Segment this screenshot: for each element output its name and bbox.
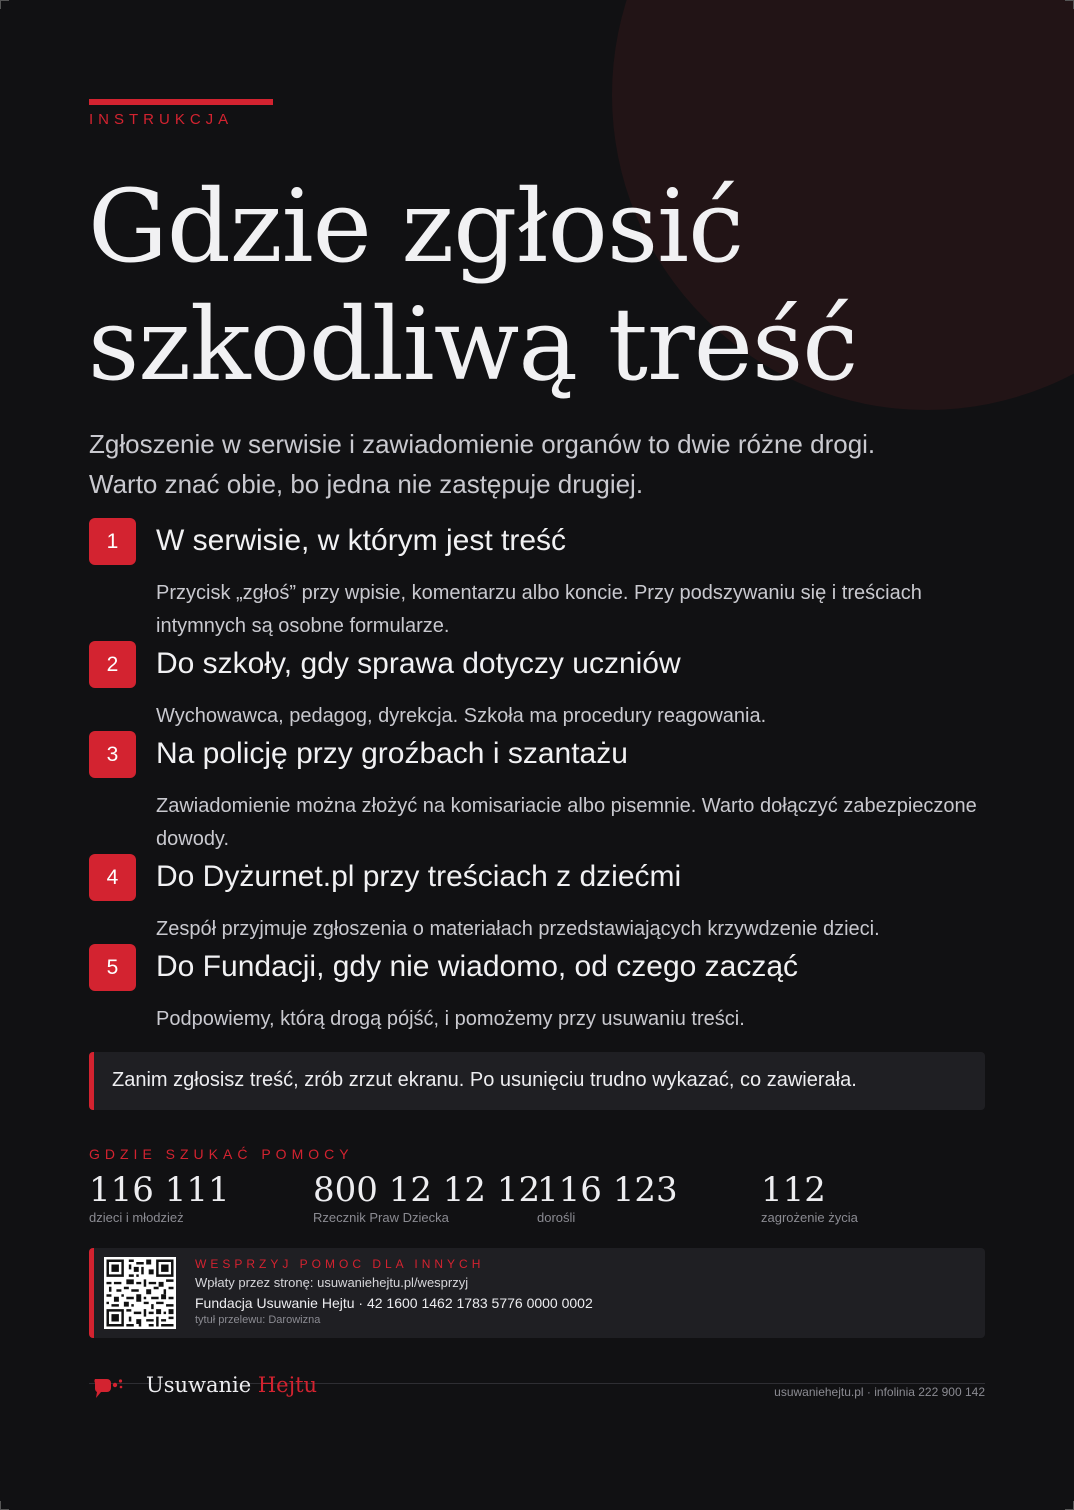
help-section-label: GDZIE SZUKAĆ POMOCY [89, 1146, 354, 1162]
hotline-label: zagrożenie życia [761, 1210, 858, 1225]
hotline-number: 800 12 12 12 [313, 1170, 541, 1210]
donation-url-text: Wpłaty przez stronę: usuwaniehejtu.pl/wesprzyj [195, 1275, 469, 1290]
title-line-1: Gdzie zgłosić [88, 168, 744, 285]
step-title: W serwisie, w którym jest treść [156, 524, 567, 557]
step-number-badge: 3 [89, 731, 136, 778]
step-title: Do Fundacji, gdy nie wiadomo, od czego zacząć [156, 950, 799, 983]
kicker-label: INSTRUKCJA [89, 111, 234, 128]
brand-name-part-1: Usuwanie [146, 1373, 258, 1397]
step-description: Wychowawca, pedagog, dyrekcja. Szkoła ma procedury reagowania. [156, 705, 767, 727]
step-number-badge: 2 [89, 641, 136, 688]
hotline-item [313, 1170, 540, 1225]
lead-paragraph: Zgłoszenie w serwisie i zawiadomienie organów to dwie różne drogi. Warto znać obie, bo jedna nie zastępuje drugiej. [89, 429, 876, 499]
brand-wordmark [146, 1373, 317, 1397]
speech-bubble-logo-icon [92, 1376, 126, 1404]
hotline-number: 116 111 [89, 1170, 230, 1210]
kicker-accent-bar [89, 99, 273, 105]
hotline-item [537, 1170, 678, 1225]
donation-label: WESPRZYJ POMOC DLA INNYCH [195, 1257, 485, 1271]
footer-contact: usuwaniehejtu.pl · infolinia 222 900 142 [774, 1385, 985, 1399]
crop-mark [1065, 1501, 1074, 1510]
donation-panel [89, 1248, 985, 1338]
hotline-label: dorośli [537, 1210, 576, 1225]
screenshot-tip-note [89, 1052, 985, 1110]
hotline-label: dzieci i młodzież [89, 1210, 184, 1225]
hotline-item [761, 1170, 858, 1225]
title-line-2: szkodliwą treść [88, 286, 858, 403]
step-description: Przycisk „zgłoś” przy wpisie, komentarzu albo koncie. Przy podszywaniu się i treściach intymnych są osobne formularze. [156, 582, 922, 637]
step-number-badge: 5 [89, 944, 136, 991]
qr-code-graphic [104, 1257, 176, 1329]
step-title: Do Dyżurnet.pl przy treściach z dziećmi [156, 860, 682, 893]
crop-mark [1065, 0, 1074, 9]
step-description: Podpowiemy, którą drogą pójść, i pomożemy przy usuwaniu treści. [156, 1008, 745, 1030]
bank-account-text: Fundacja Usuwanie Hejtu · 42 1600 1462 1783 5776 0000 0002 [195, 1295, 593, 1311]
qr-code-icon[interactable] [104, 1257, 176, 1329]
brand-name-part-2: Hejtu [257, 1373, 318, 1397]
hotline-label: Rzecznik Praw Dziecka [313, 1210, 449, 1225]
step-title: Do szkoły, gdy sprawa dotyczy uczniów [156, 647, 681, 680]
hotline-number: 116 123 [537, 1170, 678, 1210]
page-title [88, 168, 857, 404]
crop-mark [0, 0, 9, 9]
step-number-badge: 4 [89, 854, 136, 901]
note-text: Zanim zgłosisz treść, zrób zrzut ekranu. Po usunięciu trudno wykazać, co zawierała. [112, 1069, 857, 1091]
crop-mark [0, 1501, 9, 1510]
hotline-item [89, 1170, 230, 1225]
hotline-number: 112 [761, 1170, 826, 1210]
step-description: Zawiadomienie można złożyć na komisariacie albo pisemnie. Warto dołączyć zabezpieczone dowody. [156, 795, 977, 850]
transfer-title-text: tytuł przelewu: Darowizna [195, 1314, 321, 1326]
step-title: Na policję przy groźbach i szantażu [156, 737, 628, 770]
step-number-badge: 1 [89, 518, 136, 565]
step-description: Zespół przyjmuje zgłoszenia o materiałach przedstawiających krzywdzenie dzieci. [156, 918, 880, 940]
